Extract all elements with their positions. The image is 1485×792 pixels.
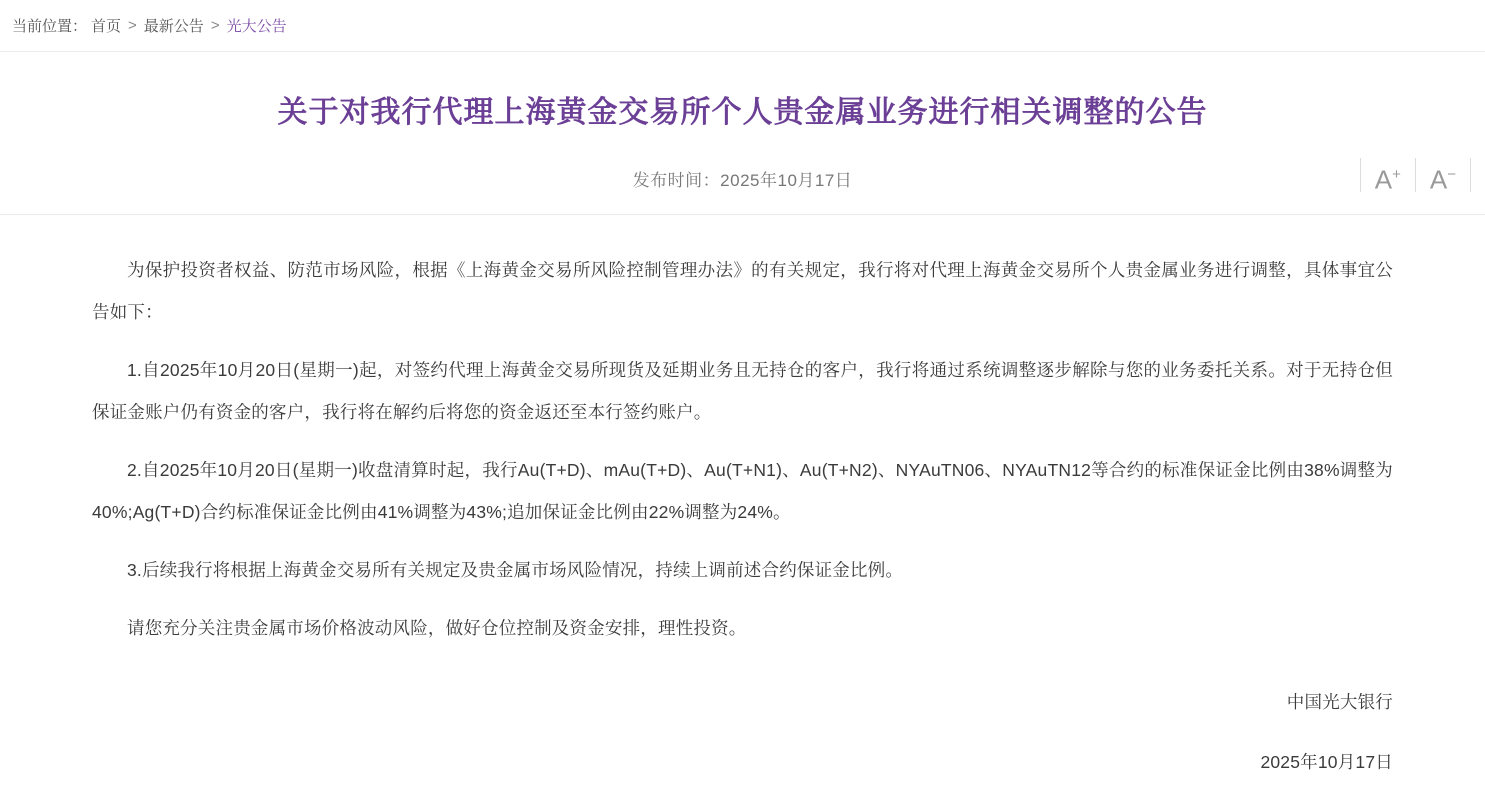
font-increase-button[interactable] <box>1361 158 1415 197</box>
article-body <box>0 215 1485 783</box>
font-decrease-label: A <box>1429 164 1448 195</box>
article-paragraph-closing: 请您充分关注贵金属市场价格波动风险，做好仓位控制及资金安排，理性投资。 <box>127 618 747 638</box>
breadcrumb-separator-1: > <box>128 17 137 34</box>
font-tools-divider-right <box>1470 158 1471 192</box>
breadcrumb-item-home[interactable]: 首页 <box>91 18 122 35</box>
breadcrumb-label: 当前位置： <box>12 18 88 35</box>
font-decrease-sup: − <box>1447 166 1456 183</box>
breadcrumb <box>0 0 1485 52</box>
breadcrumb-item-cebbank-notices[interactable]: 光大公告 <box>226 18 287 35</box>
breadcrumb-separator-2: > <box>210 17 220 34</box>
font-decrease-button[interactable] <box>1416 158 1470 197</box>
publish-time-value: 2025年10月17日 <box>720 171 853 190</box>
font-size-tools <box>1360 158 1471 197</box>
publish-time <box>0 162 1485 191</box>
publish-time-label: 发布时间： <box>632 171 721 190</box>
font-increase-label: A <box>1374 164 1393 195</box>
article-paragraph-intro: 为保护投资者权益、防范市场风险，根据《上海黄金交易所风险控制管理办法》的有关规定，我行将对代理上海黄金交易所个人贵金属业务进行调整，具体事宜公告如下： <box>92 260 1393 322</box>
article-paragraph-item-3: 3.后续我行将根据上海黄金交易所有关规定及贵金属市场风险情况，持续上调前述合约保证金比例。 <box>127 560 904 580</box>
page-title: 关于对我行代理上海黄金交易所个人贵金属业务进行相关调整的公告 <box>277 96 1208 129</box>
article-paragraph-item-2: 2.自2025年10月20日(星期一)收盘清算时起，我行Au(T+D)、mAu(T+D)、Au(T+N1)、Au(T+N2)、NYAuTN06、NYAuTN12等合约的标准保证金比例由38%调整为40%;Ag(T+D)合约标准保证金比例由41%调整为43%;追加保证金比例由22%调整为24%。 <box>92 460 1393 522</box>
article-meta-row <box>0 162 1485 215</box>
breadcrumb-item-latest-notices[interactable]: 最新公告 <box>143 18 204 35</box>
article-paragraph-item-1: 1.自2025年10月20日(星期一)起，对签约代理上海黄金交易所现货及延期业务且无持仓的客户，我行将通过系统调整逐步解除与您的业务委托关系。对于无持仓但保证金账户仍有资金的客户，我行将在解约后将您的资金返还至本行签约账户。 <box>92 360 1393 422</box>
article-signature: 中国光大银行 <box>1286 692 1393 712</box>
font-increase-sup: + <box>1392 166 1401 183</box>
article-signature-date: 2025年10月17日 <box>1260 752 1393 772</box>
